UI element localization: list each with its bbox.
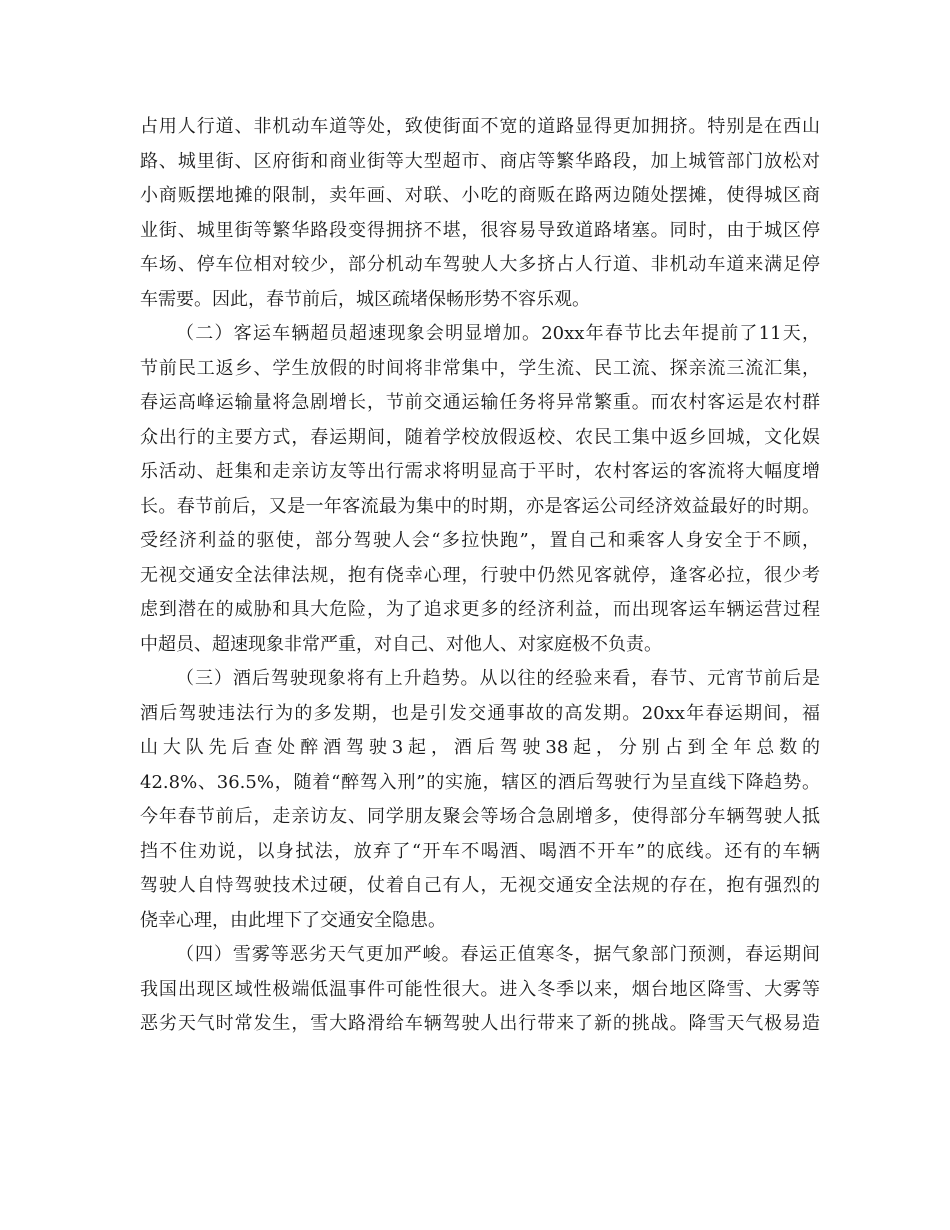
text-line: 我国出现区域性极端低温事件可能性很大。进入冬季以来，烟台地区降雪、大雾等 (140, 978, 820, 1000)
text-line: 小商贩摆地摊的限制，卖年画、对联、小吃的商贩在路两边随处摆摊，使得城区商 (140, 185, 820, 206)
text-line: 今年春节前后，走亲访友、同学朋友聚会等场合急剧增多，使得部分车辆驾驶人抵 (140, 806, 820, 827)
text-line: 驾驶人自恃驾驶技术过硬，仗着自己有人，无视交通安全法规的存在，抱有强烈的 (140, 875, 820, 896)
text-line: 占用人行道、非机动车道等处，致使街面不宽的道路显得更加拥挤。特别是在西山 (140, 116, 820, 137)
text-line: 受经济利益的驱使，部分驾驶人会“多拉快跑”，置自己和乘客人身安全于不顾， (140, 530, 820, 551)
text-line: 侥幸心理，由此埋下了交通安全隐患。 (140, 909, 446, 931)
text-line: 节前民工返乡、学生放假的时间将非常集中，学生流、民工流、探亲流三流汇集， (140, 357, 820, 379)
text-line: （四）雪雾等恶劣天气更加严峻。春运正值寒冬，据气象部门预测，春运期间 (176, 944, 820, 965)
text-line: 车需要。因此，春节前后，城区疏堵保畅形势不容乐观。 (140, 288, 590, 310)
text-line: 虑到潜在的威胁和具大危险，为了追求更多的经济利益，而出现客运车辆运营过程 (140, 599, 820, 620)
text-line: 中超员、超速现象非常严重，对自己、对他人、对家庭极不负责。 (140, 633, 662, 655)
text-line: 无视交通安全法律法规，抱有侥幸心理，行驶中仍然见客就停，逢客必拉，很少考 (140, 564, 820, 586)
document-page (140, 110, 820, 1042)
text-line: 众出行的主要方式，春运期间，随着学校放假返校、农民工集中返乡回城，文化娱 (140, 426, 820, 448)
text-line: 车场、停车位相对较少，部分机动车驾驶人大多挤占人行道、非机动车道来满足停 (140, 254, 820, 275)
text-line: 春运高峰运输量将急剧增长，节前交通运输任务将异常繁重。而农村客运是农村群 (140, 392, 820, 413)
text-line: （二）客运车辆超员超速现象会明显增加。20xx年春节比去年提前了11天， (176, 323, 820, 344)
text-line: 业街、城里街等繁华路段变得拥挤不堪，很容易导致道路堵塞。同时，由于城区停 (140, 219, 820, 241)
text-line: 山大队先后查处醉酒驾驶3起，酒后驾驶38起，分别占到全年总数的 (140, 737, 820, 758)
text-line: 恶劣天气时常发生，雪大路滑给车辆驾驶人出行带来了新的挑战。降雪天气极易造 (140, 1013, 820, 1034)
text-line: 路、城里街、区府街和商业街等大型超市、商店等繁华路段，加上城管部门放松对 (140, 150, 820, 172)
text-line: 长。春节前后，又是一年客流最为集中的时期，亦是客运公司经济效益最好的时期。 (140, 495, 820, 517)
text-line: 酒后驾驶违法行为的多发期，也是引发交通事故的高发期。20xx年春运期间，福 (140, 702, 820, 724)
text-line: （三）酒后驾驶现象将有上升趋势。从以往的经验来看，春节、元宵节前后是 (176, 668, 820, 689)
text-line: 乐活动、赶集和走亲访友等出行需求将明显高于平时，农村客运的客流将大幅度增 (140, 461, 820, 482)
text-line: 挡不住劝说，以身拭法，放弃了“开车不喝酒、喝酒不开车”的底线。还有的车辆 (140, 840, 820, 862)
text-line: 42.8%、36.5%，随着“醉驾入刑”的实施，辖区的酒后驾驶行为呈直线下降趋势。 (140, 771, 820, 793)
